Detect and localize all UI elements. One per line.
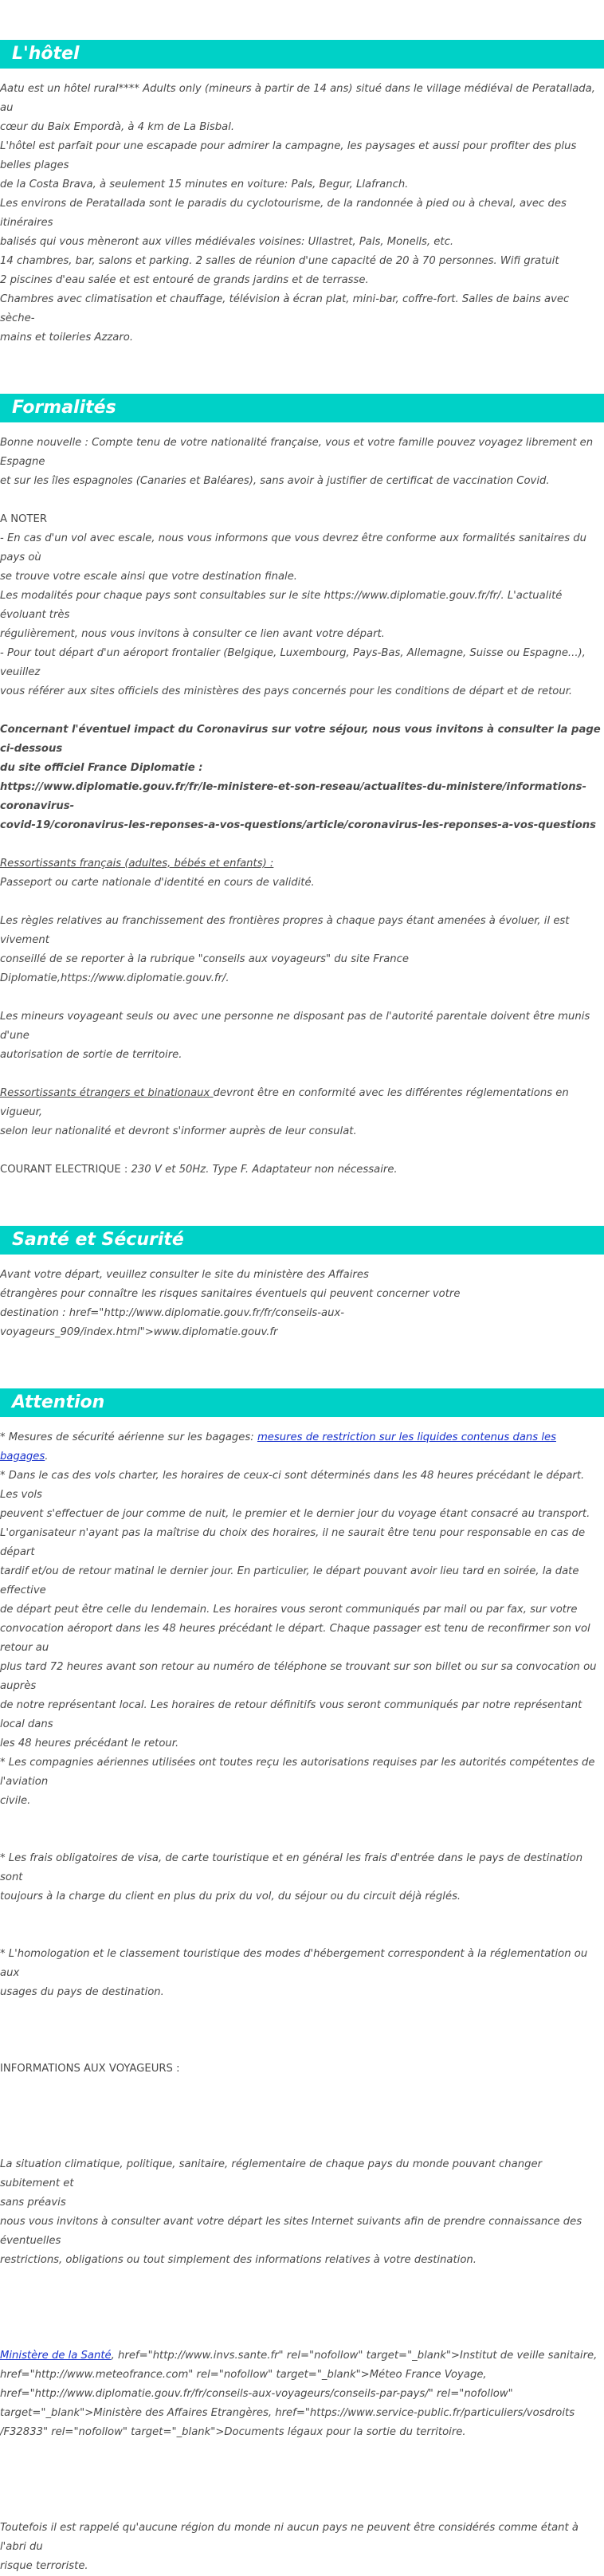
sante-line: Avant votre départ, veuillez consulter le site du ministère des Affaires [0,1269,369,1281]
formalites-intro-line: et sur les îles espagnoles (Canaries et Baléares), sans avoir à justifier de certificat de vaccination Covid. [0,475,550,487]
homologation-line: usages du pays de destination. [0,1986,164,1998]
electric-current-label: COURANT ELECTRIQUE : [0,1164,131,1176]
french-nationals-heading: Ressortissants français (adultes, bébés et enfants) : [0,858,274,870]
charter-line: peuvent s'effectuer de jour comme de nuit, le premier et le dernier jour du voyage étant consacré au transport. [0,1508,590,1520]
hotel-line: Aatu est un hôtel rural**** Adults only (mineurs à partir de 14 ans) situé dans le village médiéval de Peratallada, au [0,83,595,114]
liquids-restriction-link[interactable]: mesures de restriction sur les liquides contenus dans les bagages [0,1431,556,1463]
charter-line: * Les compagnies aériennes utilisées ont toutes reçu les autorisations requises par les autorités compétentes de l'aviation [0,1757,595,1788]
climate-line: La situation climatique, politique, sanitaire, réglementaire de chaque pays du monde pouvant changer subitement et [0,2158,543,2189]
electric-current [0,1160,604,1180]
charter-line: * Dans le cas des vols charter, les horaires de ceux-ci sont déterminés dans les 48 heures précédant le départ. Les vols [0,1470,585,1501]
note-line: vous référer aux sites officiels des ministères des pays concernés pour les conditions de départ et de retour. [0,685,573,697]
charter-line: de départ peut être celle du lendemain. Les horaires vous seront communiqués par mail ou par fax, sur votre [0,1604,578,1616]
covid-line: du site officiel France Diplomatie : [0,762,203,774]
ministry-rest: , href="http://www.invs.sante.fr" rel="nofollow" target="_blank">Institut de veille sanitaire, [111,2350,598,2362]
charter-line: tardif et/ou de retour matinal le dernier jour. En particulier, le départ pouvant avoir lieu tard en soirée, la date effective [0,1565,579,1596]
links-line: target="_blank">Ministère des Affaires Etrangères, href="https://www.service-public.fr/particuliers/vosdroits [0,2407,575,2419]
climate-line: sans préavis [0,2197,66,2209]
borders-line: Les règles relatives au franchissement des frontières propres à chaque pays étant amenées à évoluer, il est vivement [0,915,570,946]
note-line: Les modalités pour chaque pays sont consultables sur le site https://www.diplomatie.gouv.fr/fr/. L'actualité évoluant très [0,590,563,621]
section-title-hotel: L'hôtel [0,40,604,69]
foreign-nationals-heading: Ressortissants étrangers et binationaux [0,1087,214,1099]
charter-line: civile. [0,1795,31,1807]
hotel-line: cœur du Baix Empordà, à 4 km de La Bisbal. [0,121,235,133]
security-suffix: . [45,1451,49,1463]
borders-line: conseillé de se reporter à la rubrique "conseils aux voyageurs" du site France [0,953,410,965]
attention-content [0,1428,604,2576]
links-line: href="http://www.meteofrance.com" rel="nofollow" target="_blank">Méteo France Voyage, [0,2369,487,2381]
formalites-intro-line: Bonne nouvelle : Compte tenu de votre nationalité française, vous et votre famille pouvez voyagez librement en Espagne [0,437,594,468]
electric-current-value: 230 V et 50Hz. Type F. Adaptateur non nécessaire. [131,1164,398,1176]
visa-line: toujours à la charge du client en plus du prix du vol, du séjour ou du circuit déjà réglés. [0,1891,461,1903]
terror-line: risque terroriste. [0,2560,88,2572]
hotel-line: de la Costa Brava, à seulement 15 minutes en voiture: Pals, Begur, Llafranch. [0,179,409,190]
terror-line: Toutefois il est rappelé qu'aucune région du monde ni aucun pays ne peuvent être considérés comme étant à l'abri du [0,2522,579,2553]
climate-line: nous vous invitons à consulter avant votre départ les sites Internet suivants afin de prendre connaissance des éventuelles [0,2216,582,2247]
hotel-line: mains et toileries Azzaro. [0,332,134,344]
sante-content [0,1266,604,1342]
links-line [0,2346,604,2366]
hotel-description [0,80,604,348]
note-line: régulièrement, nous vous invitons à consulter ce lien avant votre départ. [0,628,385,640]
charter-line: plus tard 72 heures avant son retour au numéro de téléphone se trouvant sur son billet ou sur sa convocation ou auprès [0,1661,597,1692]
links-line: /F32833" rel="nofollow" target="_blank">Documents légaux pour la sortie du territoire. [0,2426,466,2438]
charter-line: convocation aéroport dans les 48 heures précédant le départ. Chaque passager est tenu de reconfirmer son vol retour au [0,1623,590,1654]
french-nationals-text: Passeport ou carte nationale d'identité en cours de validité. [0,877,315,889]
hotel-line: 14 chambres, bar, salons et parking. 2 salles de réunion d'une capacité de 20 à 70 personnes. Wifi gratuit [0,255,559,267]
minors-line: autorisation de sortie de territoire. [0,1049,182,1061]
charter-line: L'organisateur n'ayant pas la maîtrise du choix des horaires, il ne saurait être tenu pour responsable en cas de départ [0,1527,586,1558]
sante-line: destination : href="http://www.diplomatie.gouv.fr/fr/conseils-aux-voyageurs_909/index.html">www.diplomatie.gouv.fr [0,1307,345,1338]
borders-line: Diplomatie,https://www.diplomatie.gouv.fr/. [0,972,229,984]
note-line: se trouve votre escale ainsi que votre destination finale. [0,571,298,583]
section-title-sante: Santé et Sécurité [0,1226,604,1255]
links-line: href="http://www.diplomatie.gouv.fr/fr/conseils-aux-voyageurs/conseils-par-pays/" rel="nofollow" [0,2388,513,2400]
note-line: - Pour tout départ d'un aéroport frontalier (Belgique, Luxembourg, Pays-Bas, Allemagne, Suisse ou Espagne...), veuillez [0,647,586,678]
sante-line: étrangères pour connaître les risques sanitaires éventuels qui peuvent concerner votre [0,1288,461,1300]
section-title-attention: Attention [0,1388,604,1417]
security-line [0,1428,604,1467]
hotel-line: 2 piscines d'eau salée et est entouré de grands jardins et de terrasse. [0,274,369,286]
section-title-formalites: Formalités [0,394,604,422]
visa-line: * Les frais obligatoires de visa, de carte touristique et en général les frais d'entrée dans le pays de destination sont [0,1852,583,1883]
minors-line: Les mineurs voyageant seuls ou avec une personne ne disposant pas de l'autorité parentale doivent être munis d'une [0,1011,590,1042]
hotel-line: L'hôtel est parfait pour une escapade pour admirer la campagne, les paysages et aussi pour profiter des plus belles plages [0,140,577,171]
formalites-content [0,434,604,1180]
covid-url-line: https://www.diplomatie.gouv.fr/fr/le-ministere-et-son-reseau/actualites-du-ministere/informations-coronavirus- [0,781,586,812]
hotel-line: Les environs de Peratallada sont le paradis du cyclotourisme, de la randonnée à pied ou à cheval, avec des itinéraires [0,198,567,229]
note-line: - En cas d'un vol avec escale, nous vous informons que vous devrez être conforme aux formalités sanitaires du pays où [0,532,587,564]
charter-line: les 48 heures précédant le retour. [0,1738,179,1749]
hotel-line: balisés qui vous mèneront aux villes médiévales voisines: Ullastret, Pals, Monells, etc. [0,236,454,248]
security-prefix: * Mesures de sécurité aérienne sur les bagages: [0,1431,257,1443]
foreign-nationals-text: devront être en conformité avec les différentes réglementations en vigueur, [0,1087,569,1118]
note-heading: A NOTER [0,513,48,525]
covid-line: Concernant l'éventuel impact du Coronavirus sur votre séjour, nous vous invitons à consulter la page ci-dessous [0,724,601,755]
climate-line: restrictions, obligations ou tout simplement des informations relatives à votre destination. [0,2254,477,2266]
charter-line: de notre représentant local. Les horaires de retour définitifs vous seront communiqués par notre représentant local dans [0,1699,582,1730]
homologation-line: * L'homologation et le classement touristique des modes d'hébergement correspondent à la réglementation ou aux [0,1948,588,1979]
covid-url-line: covid-19/coronavirus-les-reponses-a-vos-questions/article/coronavirus-les-reponses-a-vos-questions [0,819,597,831]
info-travellers-title: INFORMATIONS AUX VOYAGEURS : [0,2063,180,2075]
foreign-nationals-line: selon leur nationalité et devront s'informer auprès de leur consulat. [0,1125,357,1137]
hotel-line: Chambres avec climatisation et chauffage, télévision à écran plat, mini-bar, coffre-fort. Salles de bains avec sèche- [0,293,570,324]
foreign-nationals-line [0,1084,604,1122]
ministry-health-link[interactable]: Ministère de la Santé [0,2350,112,2362]
